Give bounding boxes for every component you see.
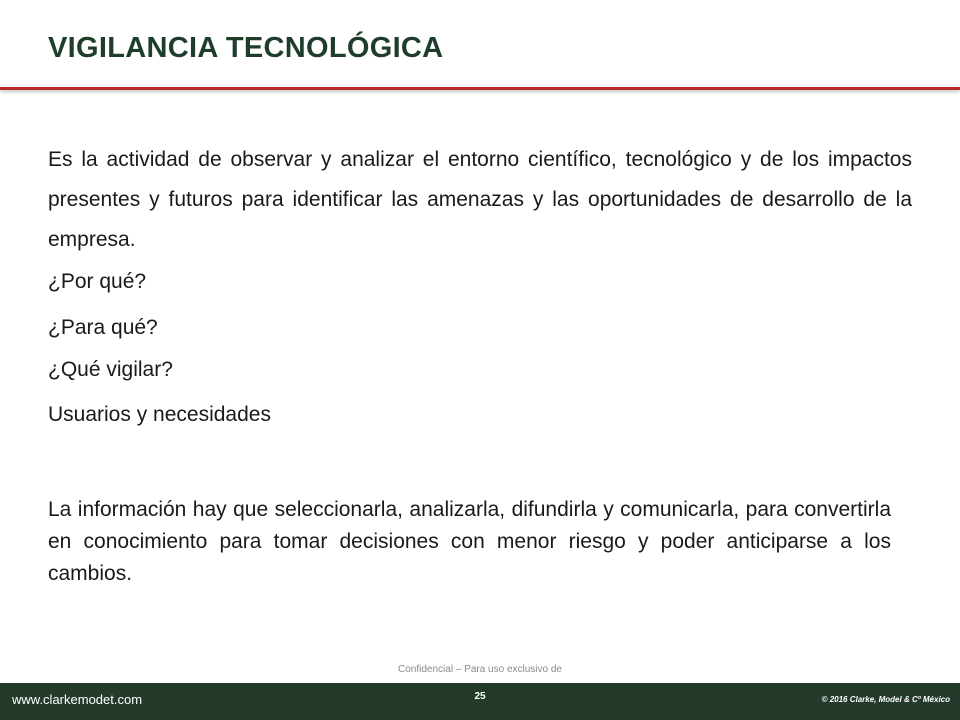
question-item: ¿Para qué? [48, 316, 158, 339]
footer-bar [0, 683, 960, 720]
copyright-notice: © 2016 Clarke, Model & Cº México [821, 695, 950, 704]
page-title: VIGILANCIA TECNOLÓGICA [48, 32, 444, 64]
question-item: Usuarios y necesidades [48, 403, 271, 426]
footer-url-link[interactable]: www.clarkemodet.com [12, 692, 143, 707]
question-item: ¿Por qué? [48, 270, 147, 293]
confidential-note: Confidencial – Para uso exclusivo de [398, 664, 562, 675]
intro-paragraph: Es la actividad de observar y analizar el entorno científico, tecnológico y de los impactos presentes y futuros para identificar las amenazas y las oportunidades de desarrollo de la empresa. [48, 148, 912, 251]
title-divider [0, 87, 960, 90]
closing-paragraph: La información hay que seleccionarla, analizarla, difundirla y comunicarla, para convertirla en conocimiento para tomar decisiones con menor riesgo y poder anticiparse a los cambios. [48, 498, 891, 585]
question-item: ¿Qué vigilar? [48, 358, 173, 381]
page-number: 25 [474, 691, 486, 702]
